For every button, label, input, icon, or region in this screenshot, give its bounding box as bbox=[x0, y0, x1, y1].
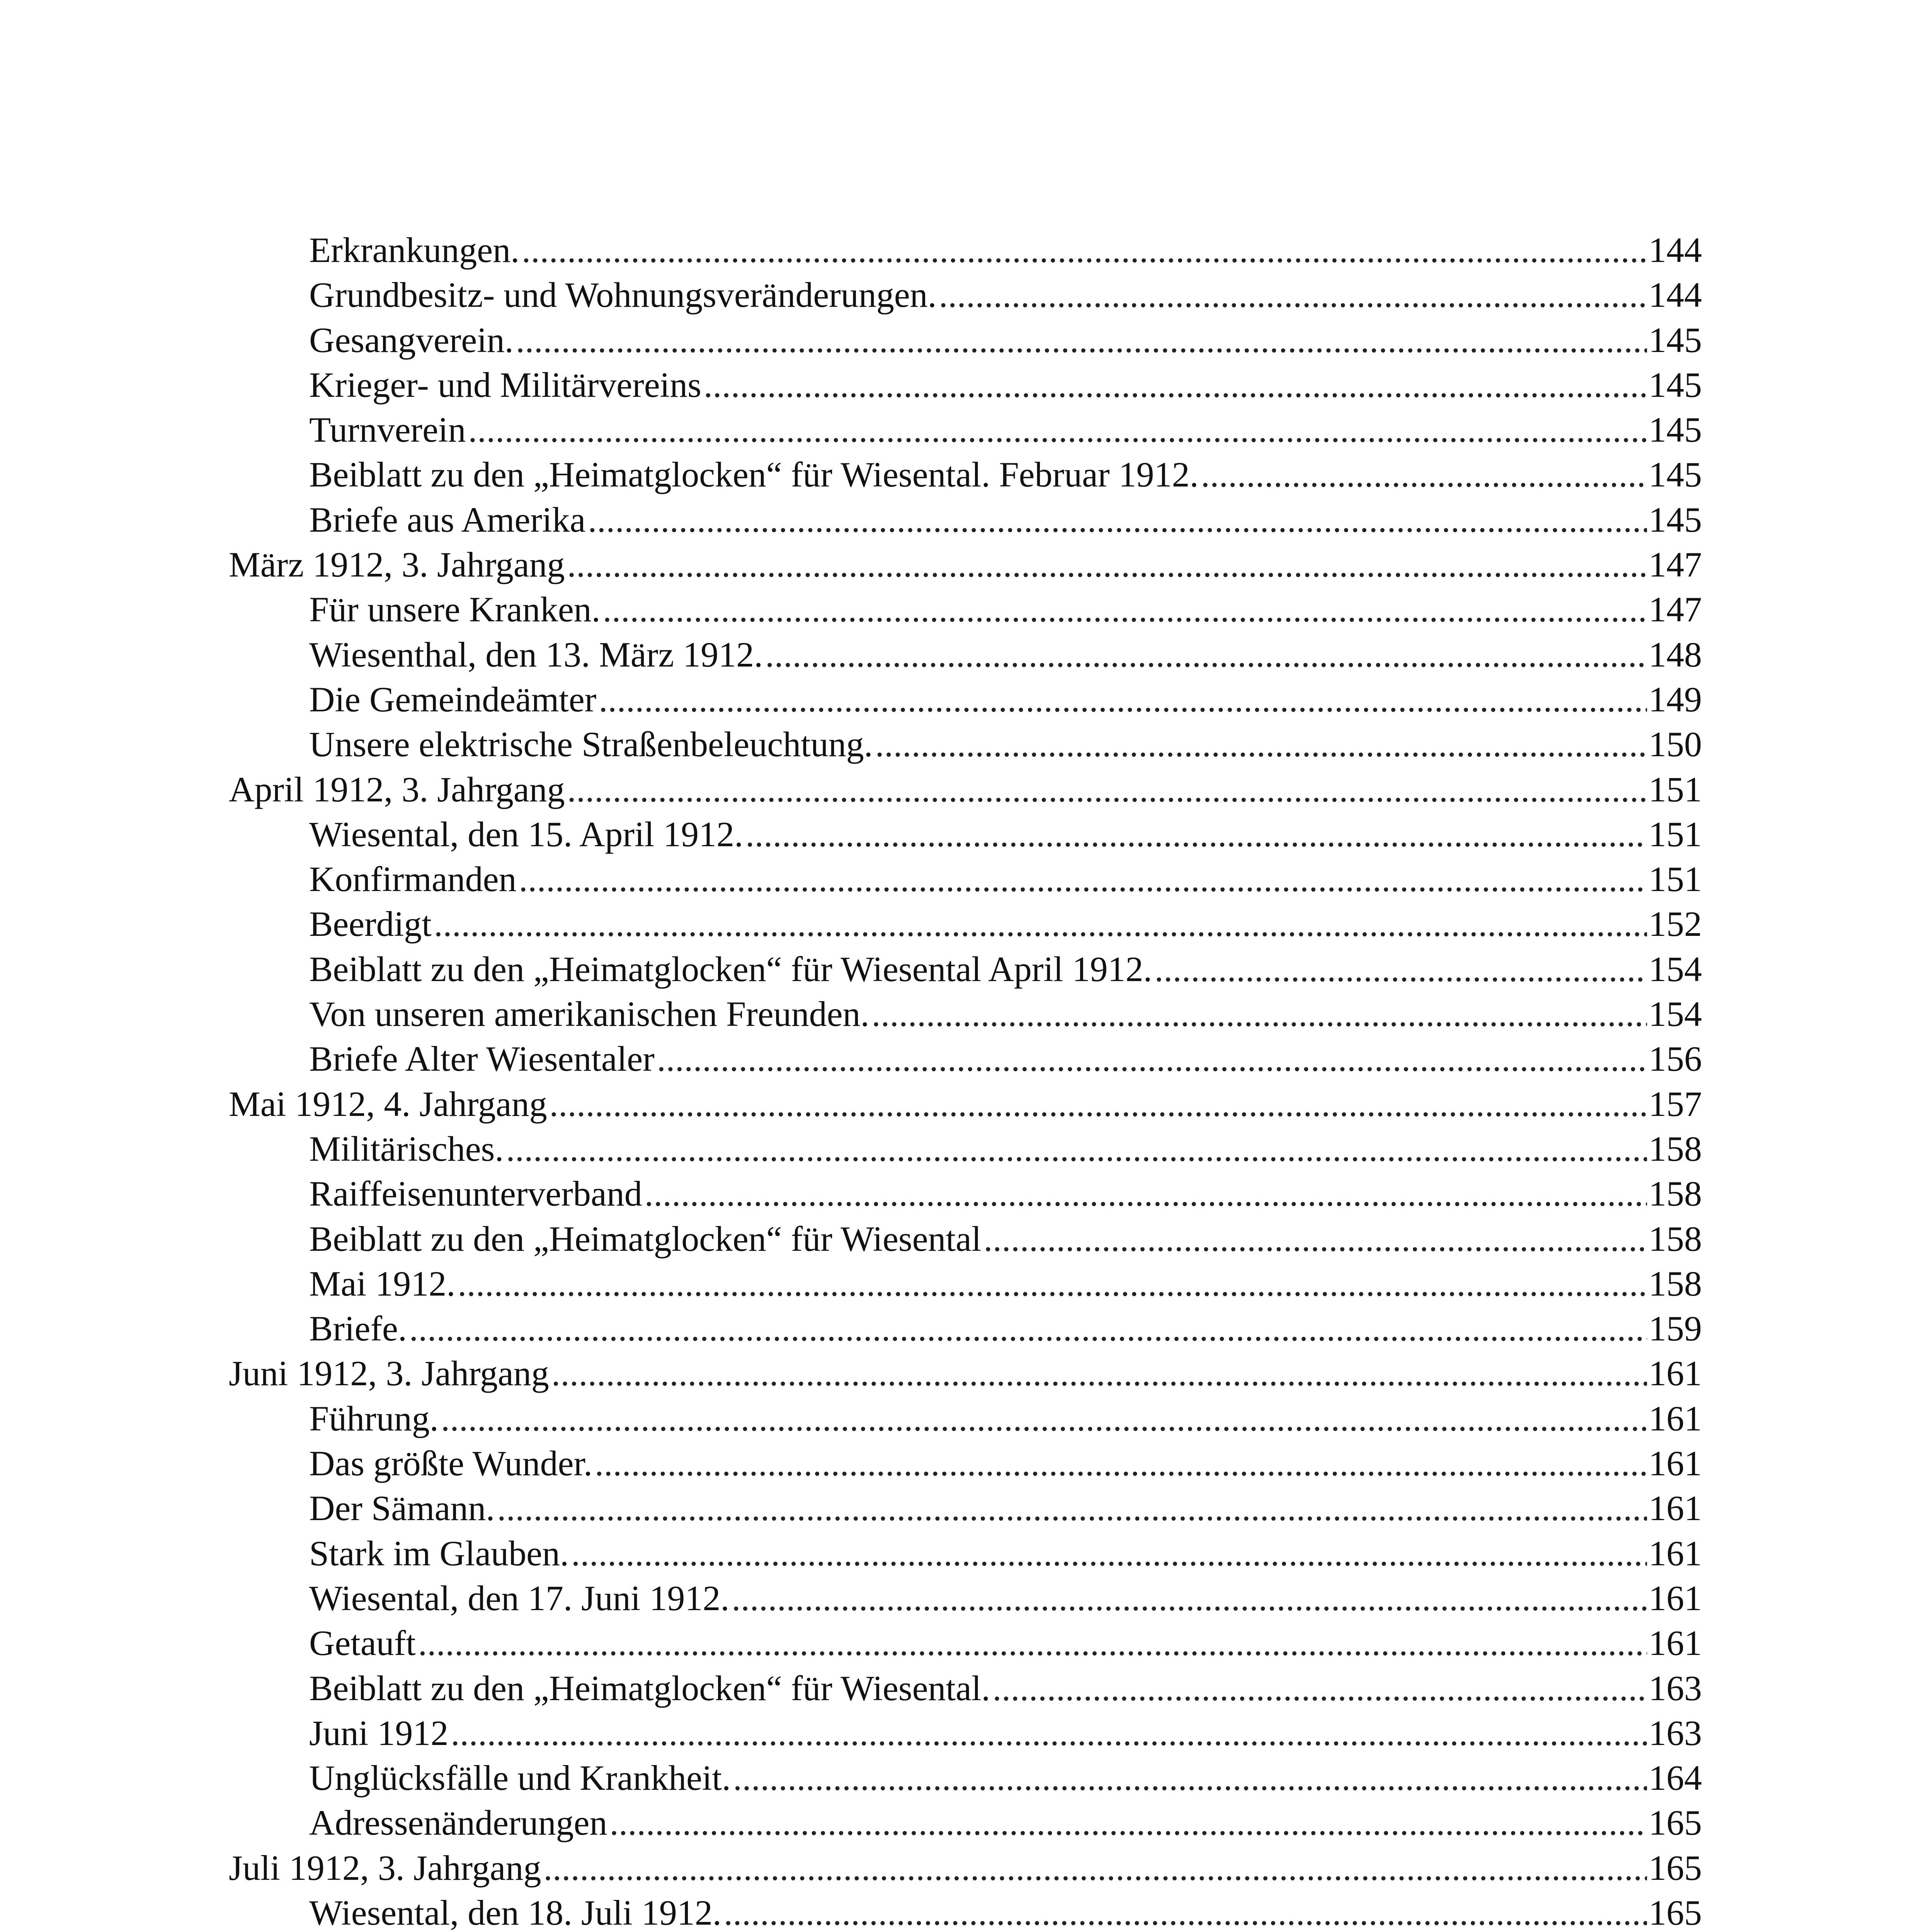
entry-title: Militärisches. bbox=[309, 1129, 504, 1168]
toc-entry bbox=[229, 228, 1702, 272]
dot-leader bbox=[1155, 947, 1647, 992]
entry-page-number: 165 bbox=[1649, 1893, 1702, 1932]
toc-entry bbox=[229, 1396, 1702, 1441]
toc-entry bbox=[229, 497, 1702, 542]
entry-page-number: 161 bbox=[1649, 1398, 1702, 1438]
entry-title: Raiffeisenunterverband bbox=[309, 1174, 642, 1214]
entry-page-number: 161 bbox=[1649, 1533, 1702, 1573]
entry-page-number: 159 bbox=[1649, 1309, 1702, 1349]
toc-entry bbox=[229, 1171, 1702, 1216]
entry-title: Juni 1912, 3. Jahrgang bbox=[229, 1354, 549, 1393]
entry-title: Grundbesitz- und Wohnungsveränderungen. bbox=[309, 275, 937, 315]
entry-page-number: 145 bbox=[1649, 455, 1702, 495]
entry-title: Führung. bbox=[309, 1398, 439, 1438]
entry-title: Stark im Glauben. bbox=[309, 1533, 569, 1573]
dot-leader bbox=[871, 992, 1647, 1036]
entry-title: Der Sämann. bbox=[309, 1488, 495, 1528]
toc-entry bbox=[229, 1890, 1702, 1932]
entry-title: Briefe Alter Wiesentaler bbox=[309, 1039, 655, 1079]
entry-page-number: 161 bbox=[1649, 1623, 1702, 1663]
dot-leader bbox=[516, 318, 1647, 362]
entry-page-number: 145 bbox=[1649, 365, 1702, 405]
dot-leader bbox=[745, 812, 1647, 857]
entry-page-number: 151 bbox=[1649, 859, 1702, 899]
entry-title: Juni 1912 bbox=[309, 1713, 449, 1753]
dot-leader bbox=[992, 1666, 1647, 1711]
entry-page-number: 145 bbox=[1649, 500, 1702, 539]
toc-entry bbox=[229, 362, 1702, 407]
dot-leader bbox=[571, 1531, 1647, 1576]
dot-leader bbox=[732, 1576, 1647, 1621]
entry-title: Das größte Wunder. bbox=[309, 1444, 592, 1483]
entry-title: Unsere elektrische Straßenbeleuchtung. bbox=[309, 724, 873, 764]
dot-leader bbox=[409, 1306, 1647, 1351]
dot-leader bbox=[418, 1621, 1647, 1665]
dot-leader bbox=[434, 901, 1647, 946]
entry-page-number: 150 bbox=[1649, 724, 1702, 764]
entry-page-number: 151 bbox=[1649, 769, 1702, 809]
dot-leader bbox=[765, 632, 1647, 677]
entry-title: Beerdigt bbox=[309, 904, 432, 944]
entry-title: Mai 1912, 4. Jahrgang bbox=[229, 1084, 547, 1124]
toc-entry bbox=[229, 677, 1702, 722]
toc-entry bbox=[229, 272, 1702, 317]
toc-entry bbox=[229, 1306, 1702, 1351]
dot-leader bbox=[458, 1261, 1647, 1306]
entry-title: Briefe aus Amerika bbox=[309, 500, 586, 539]
toc-entry bbox=[229, 1755, 1702, 1800]
toc-entry bbox=[229, 901, 1702, 946]
toc-entry bbox=[229, 992, 1702, 1036]
entry-title: Für unsere Kranken. bbox=[309, 590, 601, 629]
toc-section-entry bbox=[229, 542, 1702, 587]
dot-leader bbox=[506, 1126, 1647, 1171]
toc-entry bbox=[229, 1036, 1702, 1081]
entry-title: Die Gemeindeämter bbox=[309, 679, 597, 719]
toc-entry bbox=[229, 587, 1702, 632]
toc-entry bbox=[229, 1800, 1702, 1845]
entry-page-number: 154 bbox=[1649, 994, 1702, 1034]
toc-entry bbox=[229, 318, 1702, 362]
entry-title: Wiesenthal, den 13. März 1912. bbox=[309, 634, 763, 674]
entry-page-number: 163 bbox=[1649, 1713, 1702, 1753]
toc-entry bbox=[229, 812, 1702, 857]
entry-title: Von unseren amerikanischen Freunden. bbox=[309, 994, 870, 1034]
toc-entry bbox=[229, 1216, 1702, 1261]
dot-leader bbox=[984, 1216, 1647, 1261]
entry-title: Krieger- und Militärvereins bbox=[309, 365, 701, 405]
entry-page-number: 147 bbox=[1649, 545, 1702, 585]
dot-leader bbox=[733, 1755, 1647, 1800]
entry-page-number: 161 bbox=[1649, 1354, 1702, 1393]
entry-page-number: 158 bbox=[1649, 1219, 1702, 1259]
entry-page-number: 144 bbox=[1649, 230, 1702, 270]
entry-title: Konfirmanden bbox=[309, 859, 517, 899]
dot-leader bbox=[595, 1441, 1647, 1486]
toc-section-entry bbox=[229, 1082, 1702, 1126]
entry-page-number: 144 bbox=[1649, 275, 1702, 315]
toc-section-entry bbox=[229, 1351, 1702, 1396]
entry-title: Getauft bbox=[309, 1623, 416, 1663]
toc-entry bbox=[229, 1666, 1702, 1711]
entry-title: Wiesental, den 15. April 1912. bbox=[309, 814, 744, 854]
dot-leader bbox=[599, 677, 1647, 722]
dot-leader bbox=[519, 857, 1647, 901]
toc-entry bbox=[229, 1711, 1702, 1755]
entry-page-number: 158 bbox=[1649, 1129, 1702, 1168]
entry-title: März 1912, 3. Jahrgang bbox=[229, 545, 565, 585]
dot-leader bbox=[468, 407, 1647, 452]
dot-leader bbox=[645, 1171, 1647, 1216]
entry-page-number: 164 bbox=[1649, 1758, 1702, 1798]
entry-title: Beiblatt zu den „Heimatglocken“ für Wiesental. Februar 1912. bbox=[309, 455, 1199, 495]
entry-page-number: 156 bbox=[1649, 1039, 1702, 1079]
entry-page-number: 158 bbox=[1649, 1174, 1702, 1214]
entry-page-number: 148 bbox=[1649, 634, 1702, 674]
toc-entry bbox=[229, 632, 1702, 677]
table-of-contents bbox=[229, 228, 1702, 1932]
toc-section-entry bbox=[229, 767, 1702, 812]
entry-title: Adressenänderungen bbox=[309, 1803, 607, 1843]
entry-page-number: 151 bbox=[1649, 814, 1702, 854]
entry-page-number: 161 bbox=[1649, 1578, 1702, 1618]
toc-entry bbox=[229, 1531, 1702, 1576]
entry-title: Wiesental, den 18. Juli 1912. bbox=[309, 1893, 721, 1932]
entry-title: Erkrankungen. bbox=[309, 230, 520, 270]
dot-leader bbox=[551, 1351, 1647, 1396]
entry-title: Beiblatt zu den „Heimatglocken“ für Wiesental April 1912. bbox=[309, 949, 1152, 989]
toc-entry bbox=[229, 857, 1702, 901]
dot-leader bbox=[704, 362, 1647, 407]
entry-page-number: 165 bbox=[1649, 1848, 1702, 1888]
entry-title: Turnverein bbox=[309, 410, 466, 450]
entry-page-number: 161 bbox=[1649, 1444, 1702, 1483]
dot-leader bbox=[603, 587, 1647, 632]
dot-leader bbox=[451, 1711, 1647, 1755]
dot-leader bbox=[441, 1396, 1647, 1441]
entry-title: Mai 1912. bbox=[309, 1264, 456, 1303]
dot-leader bbox=[610, 1800, 1647, 1845]
toc-entry bbox=[229, 947, 1702, 992]
entry-title: Juli 1912, 3. Jahrgang bbox=[229, 1848, 541, 1888]
entry-page-number: 149 bbox=[1649, 679, 1702, 719]
entry-page-number: 152 bbox=[1649, 904, 1702, 944]
toc-entry bbox=[229, 1126, 1702, 1171]
toc-entry bbox=[229, 452, 1702, 497]
entry-page-number: 147 bbox=[1649, 590, 1702, 629]
entry-page-number: 145 bbox=[1649, 320, 1702, 360]
dot-leader bbox=[724, 1890, 1647, 1932]
entry-page-number: 154 bbox=[1649, 949, 1702, 989]
toc-entry bbox=[229, 407, 1702, 452]
toc-entry bbox=[229, 1441, 1702, 1486]
entry-title: Gesangverein. bbox=[309, 320, 514, 360]
entry-page-number: 163 bbox=[1649, 1668, 1702, 1708]
dot-leader bbox=[522, 228, 1647, 272]
entry-page-number: 145 bbox=[1649, 410, 1702, 450]
dot-leader bbox=[657, 1036, 1647, 1081]
entry-title: Unglücksfälle und Krankheit. bbox=[309, 1758, 731, 1798]
dot-leader bbox=[543, 1845, 1647, 1890]
entry-title: Briefe. bbox=[309, 1309, 407, 1349]
dot-leader bbox=[497, 1486, 1647, 1531]
toc-entry bbox=[229, 1621, 1702, 1665]
dot-leader bbox=[550, 1082, 1647, 1126]
entry-page-number: 165 bbox=[1649, 1803, 1702, 1843]
toc-entry bbox=[229, 1576, 1702, 1621]
entry-title: Wiesental, den 17. Juni 1912. bbox=[309, 1578, 730, 1618]
toc-entry bbox=[229, 722, 1702, 767]
entry-page-number: 158 bbox=[1649, 1264, 1702, 1303]
entry-page-number: 157 bbox=[1649, 1084, 1702, 1124]
dot-leader bbox=[939, 272, 1647, 317]
toc-section-entry bbox=[229, 1845, 1702, 1890]
entry-title: April 1912, 3. Jahrgang bbox=[229, 769, 565, 809]
dot-leader bbox=[875, 722, 1647, 767]
toc-entry bbox=[229, 1486, 1702, 1531]
dot-leader bbox=[1201, 452, 1647, 497]
entry-title: Beiblatt zu den „Heimatglocken“ für Wiesental bbox=[309, 1219, 982, 1259]
dot-leader bbox=[567, 542, 1647, 587]
dot-leader bbox=[567, 767, 1647, 812]
toc-entry bbox=[229, 1261, 1702, 1306]
entry-page-number: 161 bbox=[1649, 1488, 1702, 1528]
dot-leader bbox=[588, 497, 1647, 542]
entry-title: Beiblatt zu den „Heimatglocken“ für Wiesental. bbox=[309, 1668, 990, 1708]
